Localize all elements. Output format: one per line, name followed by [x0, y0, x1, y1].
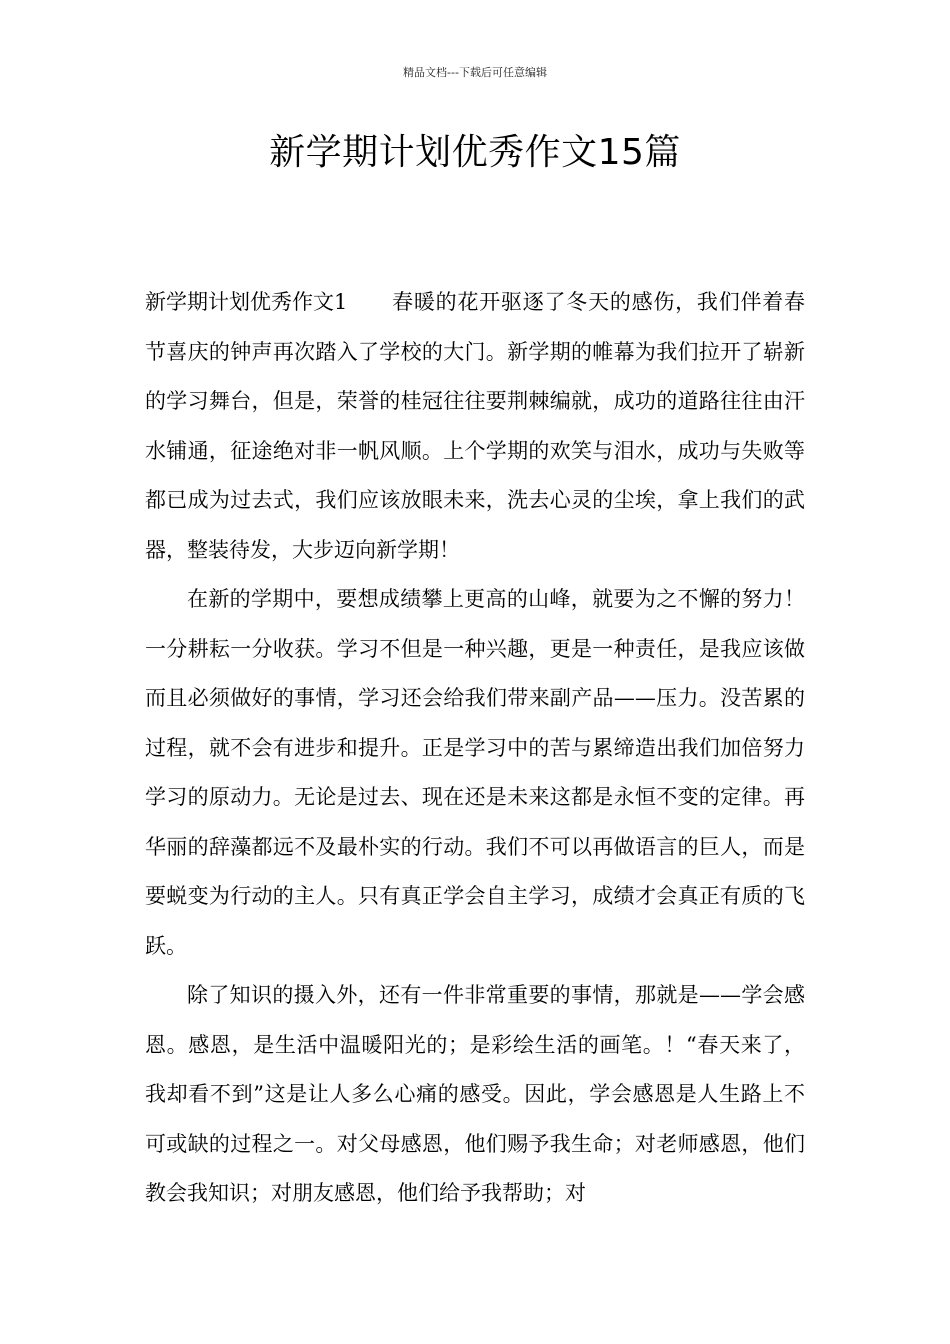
header-note: 精品文档---下载后可任意编辑 [403, 66, 547, 79]
document-title: 新学期计划优秀作文15篇 [269, 132, 681, 173]
document-body [145, 278, 805, 1219]
paragraph-2: 在新的学期中，要想成绩攀上更高的山峰，就要为之不懈的努力！一分耕耘一分收获。学习不但是一种兴趣，更是一种责任，是我应该做而且必须做好的事情，学习还会给我们带来副产品——压力。没苦累的过程，就不会有进步和提升。正是学习中的苦与累缔造出我们加倍努力学习的原动力。无论是过去、现在还是未来这都是永恒不变的定律。再华丽的辞藻都远不及最朴实的行动。我们不可以再做语言的巨人，而是要蜕变为行动的主人。只有真正学会自主学习，成绩才会真正有质的飞跃。 [145, 587, 805, 958]
section-label: 新学期计划优秀作文1 [145, 290, 348, 314]
paragraph-1 [145, 278, 805, 575]
paragraph-3: 除了知识的摄入外，还有一件非常重要的事情，那就是——学会感恩。感恩，是生活中温暖阳光的；是彩绘生活的画笔。！“春天来了，我却看不到”这是让人多么心痛的感受。因此，学会感恩是人生路上不可或缺的过程之一。对父母感恩，他们赐予我生命；对老师感恩，他们教会我知识；对朋友感恩，他们给予我帮助；对 [145, 983, 805, 1205]
paragraph-1-text: 春暖的花开驱逐了冬天的感伤，我们伴着春节喜庆的钟声再次踏入了学校的大门。新学期的帷幕为我们拉开了崭新的学习舞台，但是，荣誉的桂冠往往要荆棘编就，成功的道路往往由汗水铺通，征途绝对非一帆风顺。上个学期的欢笑与泪水，成功与失败等都已成为过去式，我们应该放眼未来，洗去心灵的尘埃，拿上我们的武器，整装待发，大步迈向新学期！ [145, 290, 805, 562]
